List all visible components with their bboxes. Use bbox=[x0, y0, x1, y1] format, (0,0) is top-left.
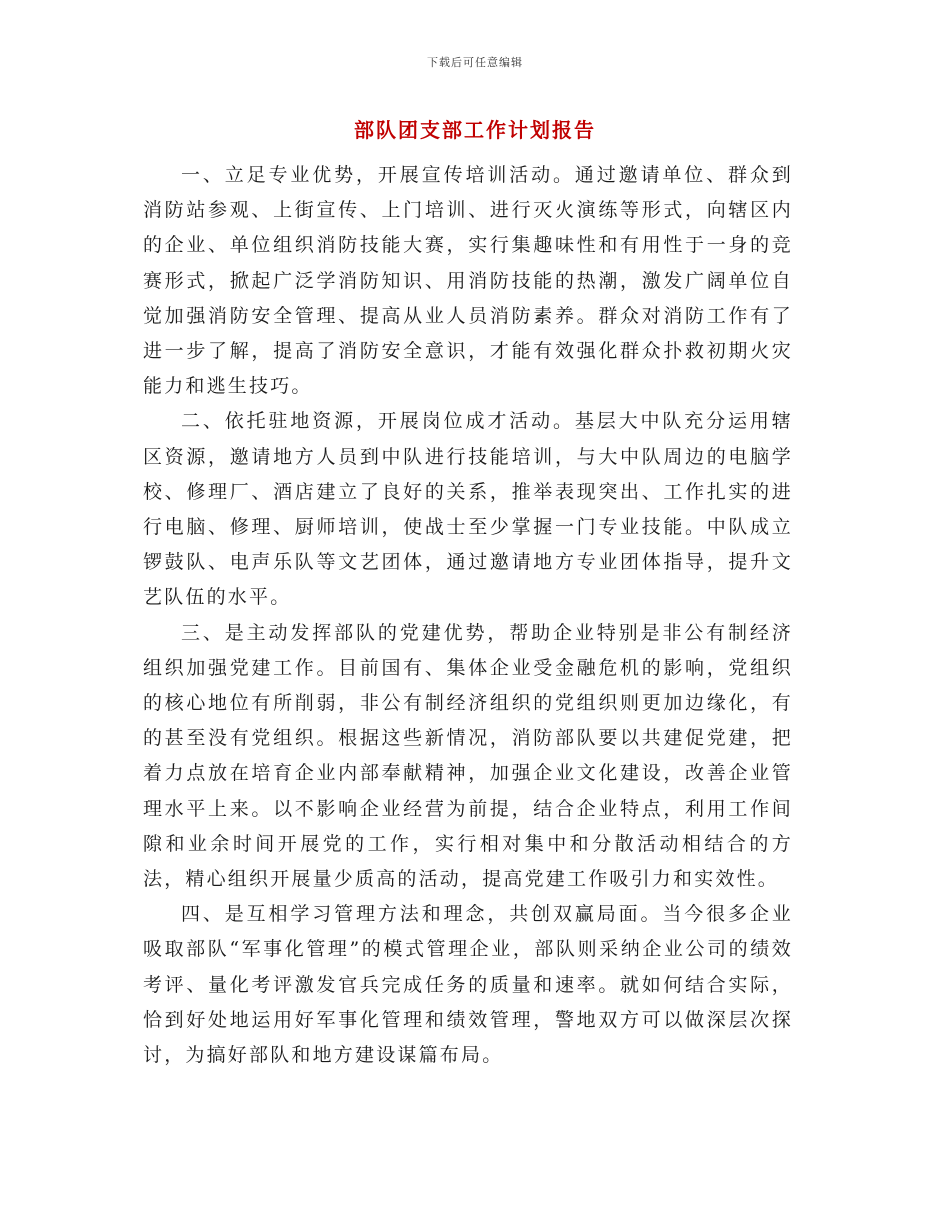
document-body bbox=[143, 158, 793, 1073]
paragraph-2: 二、依托驻地资源，开展岗位成才活动。基层大中队充分运用辖区资源，邀请地方人员到中队进行技能培训，与大中队周边的电脑学校、修理厂、酒店建立了良好的关系，推举表现突出、工作扎实的进行电脑、修理、厨师培训，使战士至少掌握一门专业技能。中队成立锣鼓队、电声乐队等文艺团体，通过邀请地方专业团体指导，提升文艺队伍的水平。 bbox=[143, 410, 793, 609]
paragraph-3: 三、是主动发挥部队的党建优势，帮助企业特别是非公有制经济组织加强党建工作。目前国有、集体企业受金融危机的影响，党组织的核心地位有所削弱，非公有制经济组织的党组织则更加边缘化，有的甚至没有党组织。根据这些新情况，消防部队要以共建促党建，把着力点放在培育企业内部奉献精神，加强企业文化建设，改善企业管理水平上来。以不影响企业经营为前提，结合企业特点，利用工作间隙和业余时间开展党的工作，实行相对集中和分散活动相结合的方法，精心组织开展量少质高的活动，提高党建工作吸引力和实效性。 bbox=[143, 621, 793, 891]
paragraph-1: 一、立足专业优势，开展宣传培训活动。通过邀请单位、群众到消防站参观、上街宣传、上门培训、进行灭火演练等形式，向辖区内的企业、单位组织消防技能大赛，实行集趣味性和有用性于一身的竞赛形式，掀起广泛学消防知识、用消防技能的热潮，激发广阔单位自觉加强消防安全管理、提高从业人员消防素养。群众对消防工作有了进一步了解，提高了消防安全意识，才能有效强化群众扑救初期火灾能力和逃生技巧。 bbox=[143, 164, 793, 398]
header-note: 下载后可任意编辑 bbox=[427, 56, 523, 69]
paragraph-4: 四、是互相学习管理方法和理念，共创双赢局面。当今很多企业吸取部队“军事化管理”的模式管理企业，部队则采纳企业公司的绩效考评、量化考评激发官兵完成任务的质量和速率。就如何结合实际，恰到好处地运用好军事化管理和绩效管理，警地双方可以做深层次探讨，为搞好部队和地方建设谋篇布局。 bbox=[143, 903, 793, 1067]
document-title: 部队团支部工作计划报告 bbox=[354, 118, 596, 142]
